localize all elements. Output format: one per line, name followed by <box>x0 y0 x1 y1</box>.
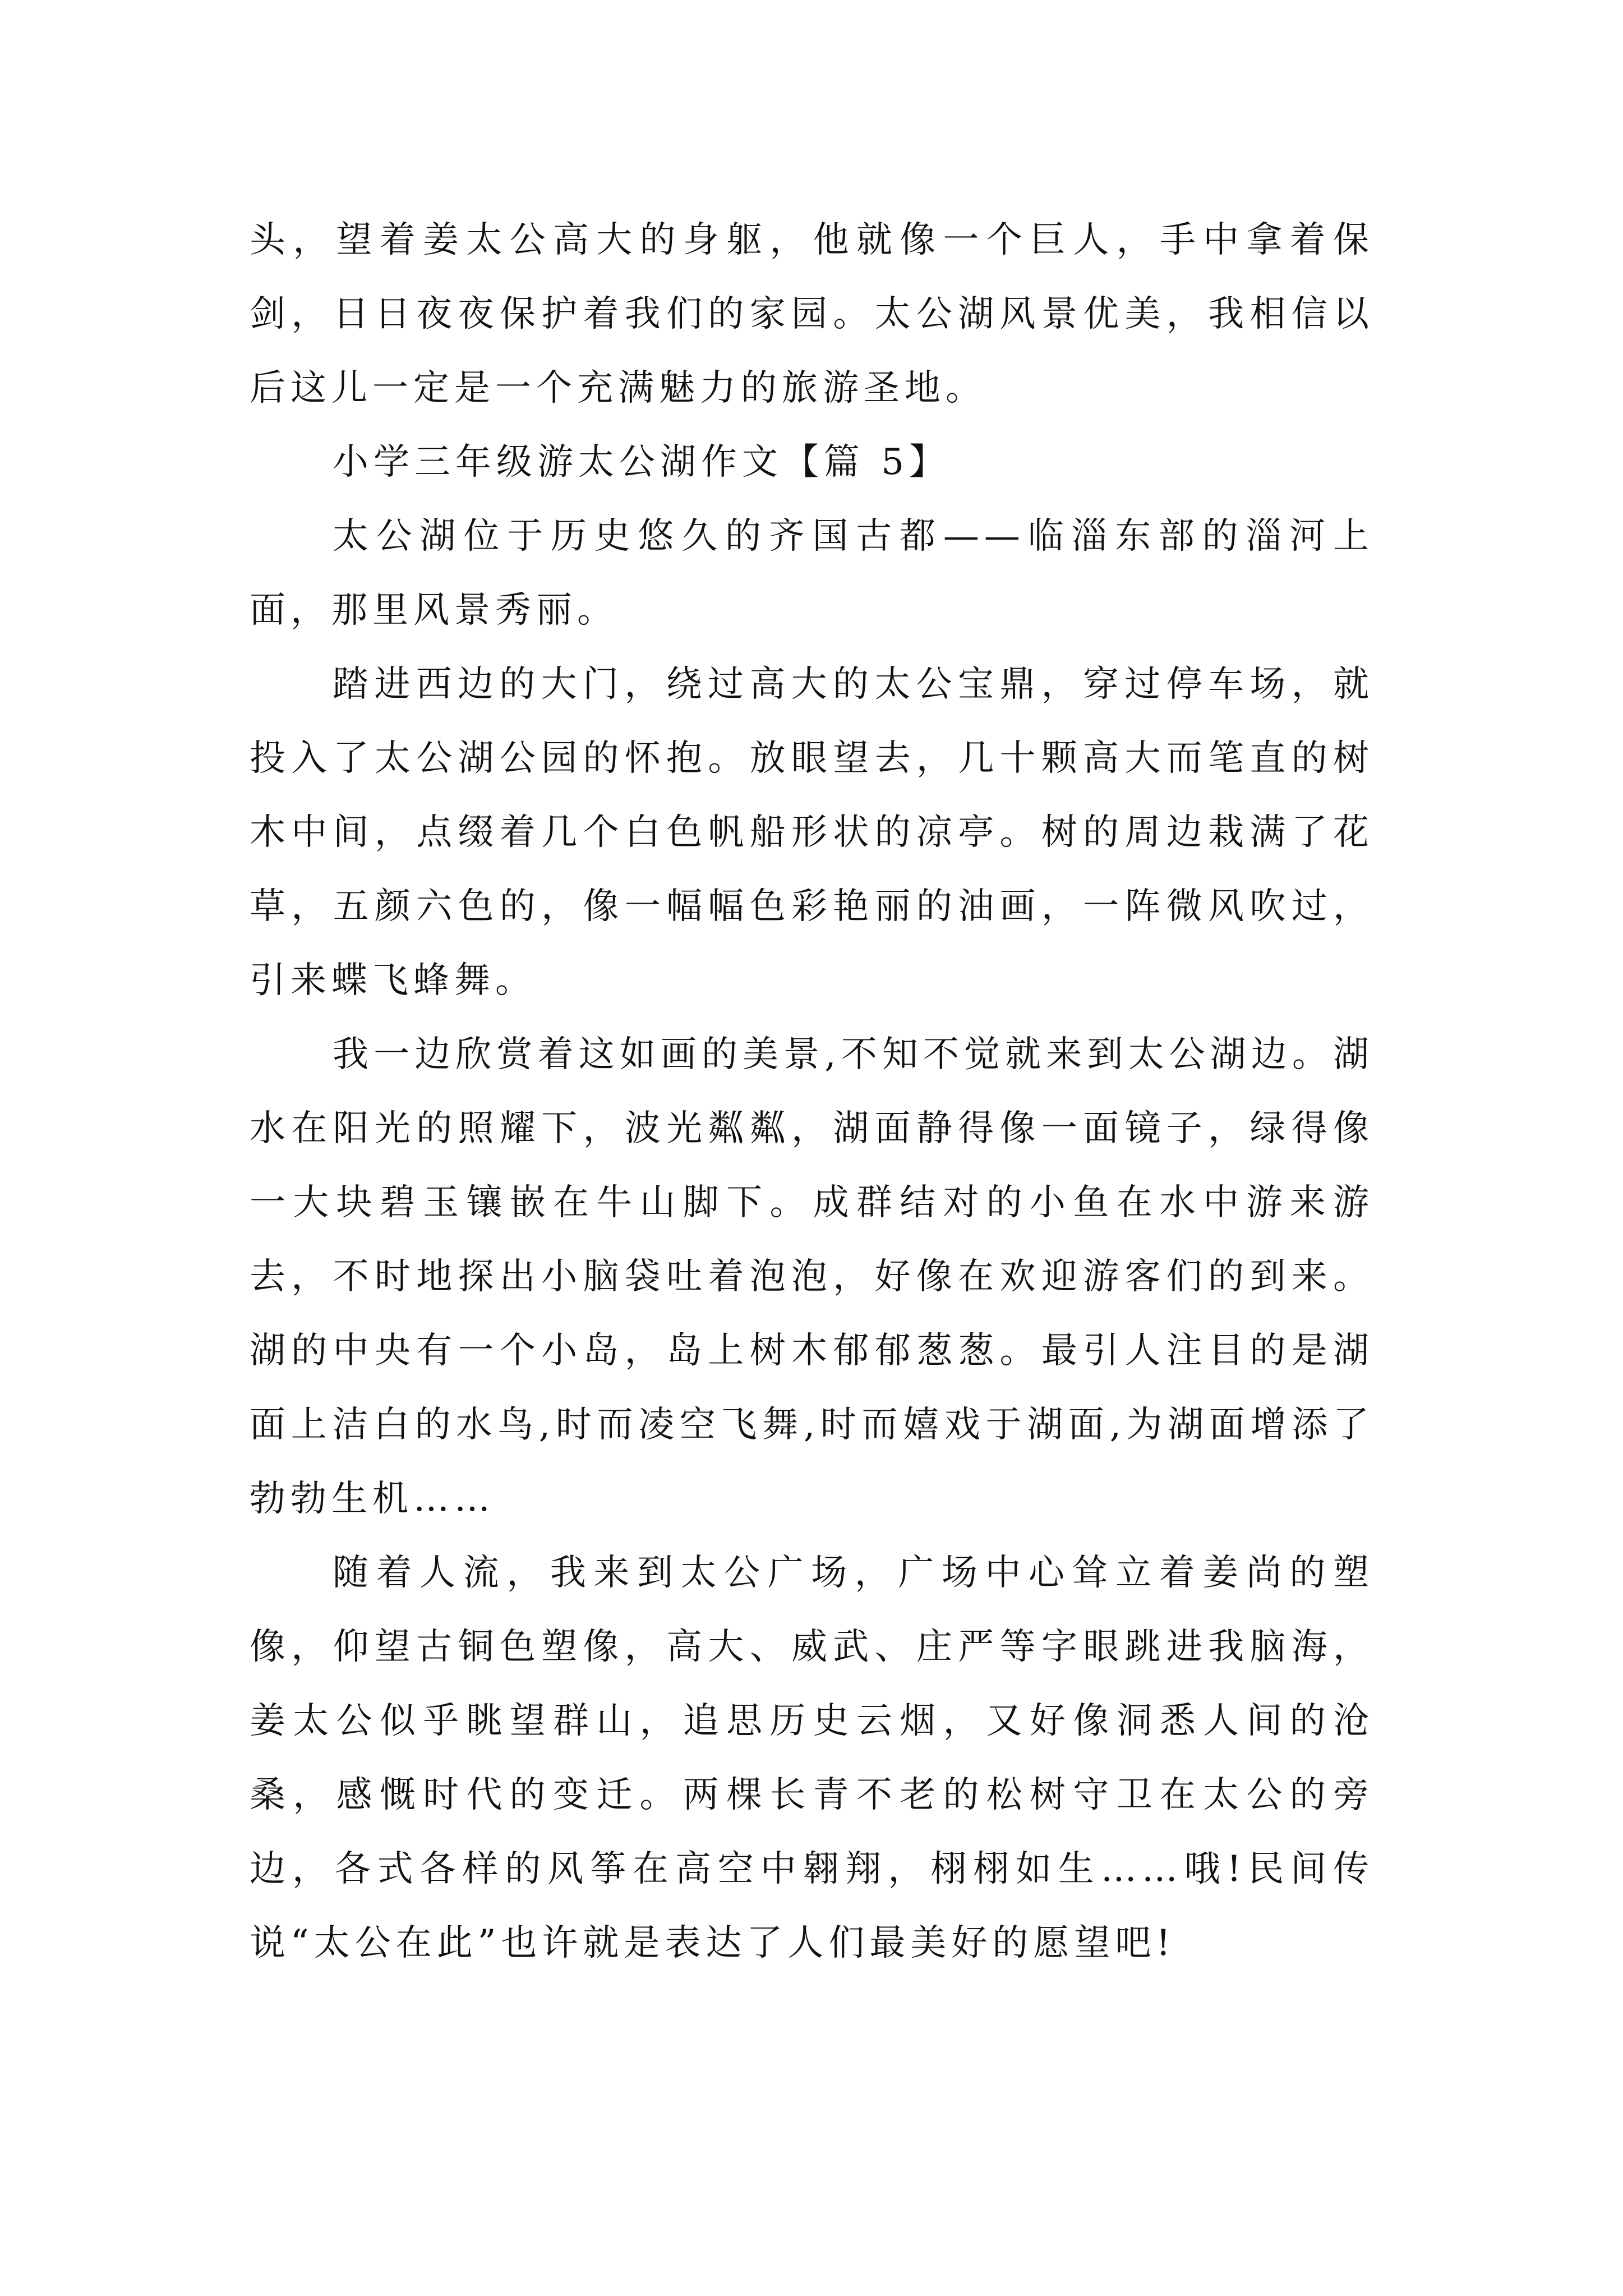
paragraph-plaza: 随着人流，我来到太公广场，广场中心耸立着姜尚的塑像，仰望古铜色塑像，高大、威武、庄严等字眼跳进我脑海，姜太公似乎眺望群山，追思历史云烟，又好像洞悉人间的沧桑，感慨时代的变迁。两棵长青不老的松树守卫在太公的旁边，各式各样的风筝在高空中翱翔，栩栩如生……哦!民间传说“太公在此”也许就是表达了人们最美好的愿望吧! <box>250 1552 1374 1964</box>
document-body <box>250 203 1374 1980</box>
paragraph-intro: 太公湖位于历史悠久的齐国古都——临淄东部的淄河上面，那里风景秀丽。 <box>250 516 1374 631</box>
section-heading: 小学三年级游太公湖作文【篇 5】 <box>333 441 951 483</box>
paragraph-continuation: 头，望着姜太公高大的身躯，他就像一个巨人，手中拿着保剑，日日夜夜保护着我们的家园。太公湖风景优美，我相信以后这儿一定是一个充满魅力的旅游圣地。 <box>250 219 1374 409</box>
paragraph-lake: 我一边欣赏着这如画的美景,不知不觉就来到太公湖边。湖水在阳光的照耀下，波光粼粼，湖面静得像一面镜子，绿得像一大块碧玉镶嵌在牛山脚下。成群结对的小鱼在水中游来游去，不时地探出小脑袋吐着泡泡，好像在欢迎游客们的到来。湖的中央有一个小岛，岛上树木郁郁葱葱。最引人注目的是湖面上洁白的水鸟,时而凌空飞舞,时而嬉戏于湖面,为湖面增添了勃勃生机…… <box>250 1034 1374 1520</box>
paragraph-entrance: 踏进西边的大门，绕过高大的太公宝鼎，穿过停车场，就投入了太公湖公园的怀抱。放眼望去，几十颗高大而笔直的树木中间，点缀着几个白色帆船形状的凉亭。树的周边栽满了花草，五颜六色的，像一幅幅色彩艳丽的油画，一阵微风吹过，引来蝶飞蜂舞。 <box>250 664 1374 1001</box>
